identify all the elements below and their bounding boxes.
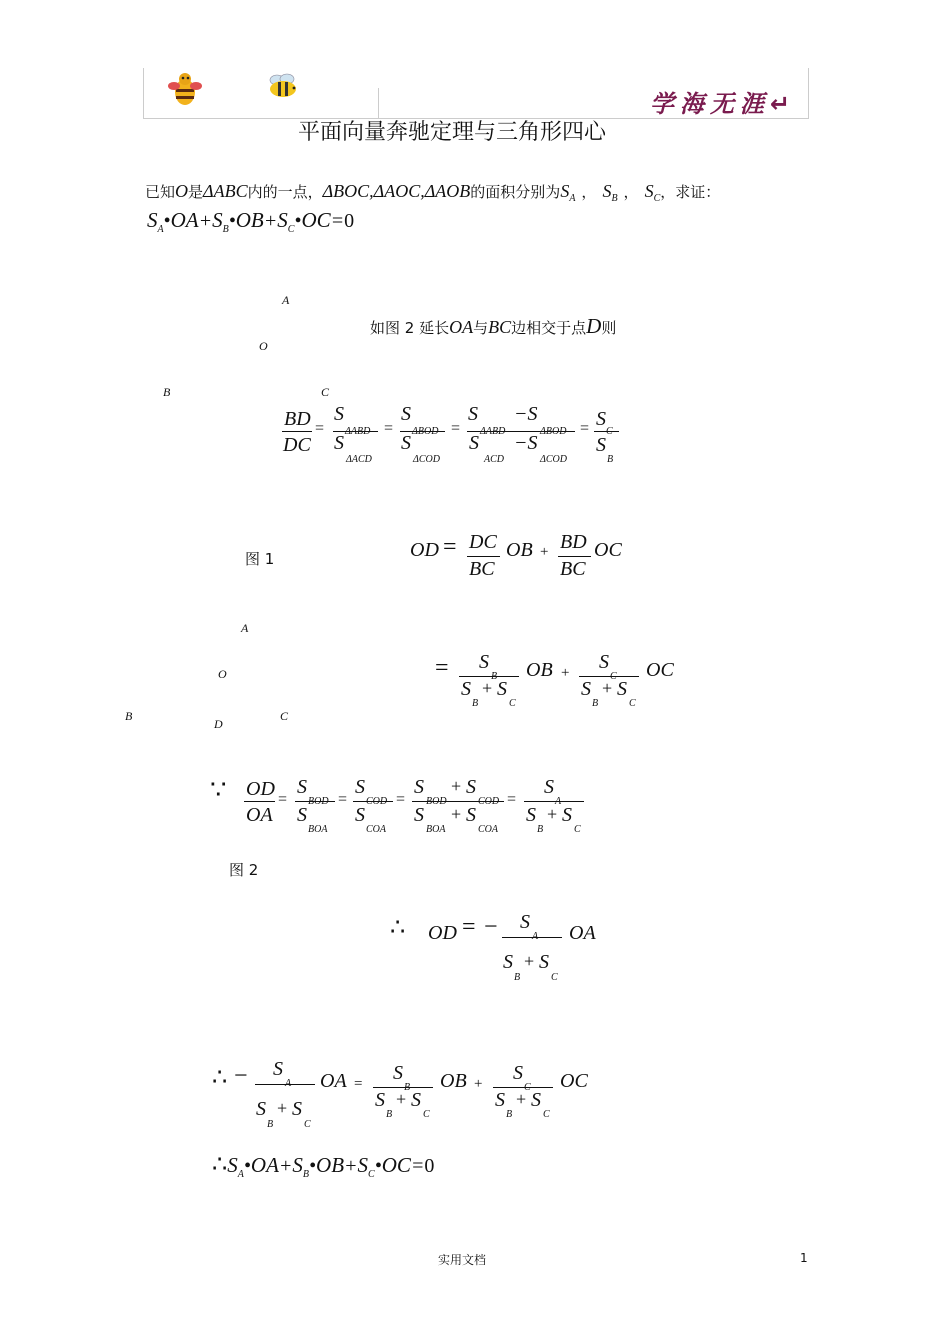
header-divider — [378, 88, 379, 118]
fig2-label-o: O — [218, 667, 227, 681]
math-token: 与 — [473, 319, 489, 337]
math-token: B — [302, 1169, 310, 1181]
fraction-bar — [255, 1084, 315, 1085]
math-token: ΔCOD — [540, 454, 567, 465]
math-token: − — [484, 914, 498, 940]
math-token: ， — [623, 183, 639, 201]
math-token: OA — [569, 922, 596, 944]
math-token: BC — [469, 558, 495, 580]
math-token: • — [374, 1155, 382, 1177]
problem-statement — [145, 181, 720, 204]
math-token: = — [278, 791, 288, 808]
math-token: 0 — [344, 210, 355, 232]
math-token: • — [243, 1155, 251, 1177]
math-token: B — [537, 824, 544, 835]
math-token: S — [497, 678, 507, 700]
math-token: = — [443, 534, 457, 560]
math-token: • — [309, 1155, 317, 1177]
math-token: OA — [449, 317, 474, 337]
math-token: 是 — [188, 183, 204, 201]
math-token: OA — [320, 1070, 347, 1092]
math-token: S — [466, 776, 476, 798]
math-token: S — [466, 804, 476, 826]
math-token: + — [451, 804, 462, 824]
math-token: ，求证： — [660, 183, 721, 201]
math-token: S — [277, 208, 288, 232]
fraction-bar — [459, 676, 519, 677]
math-token: S — [468, 403, 478, 425]
fraction-bar — [502, 937, 562, 938]
math-token: + — [198, 210, 213, 232]
math-token: OD — [410, 539, 439, 561]
math-token: S — [513, 1062, 523, 1084]
math-token: = — [338, 791, 348, 808]
math-token: + — [451, 776, 462, 796]
math-token: S — [256, 1098, 266, 1120]
math-token: = — [435, 655, 449, 681]
fig1-label-b: B — [163, 385, 171, 399]
math-token: OB — [316, 1153, 345, 1177]
fraction-bar — [594, 431, 619, 432]
math-token: B — [611, 193, 618, 204]
math-token: S — [297, 776, 307, 798]
math-token: S — [617, 678, 627, 700]
proof-intro — [370, 314, 616, 339]
math-token: S — [479, 651, 489, 673]
fraction-bar — [353, 801, 393, 802]
fig2-caption: 图 2 — [229, 861, 259, 879]
fraction-bar — [295, 801, 335, 802]
math-token: OD — [246, 778, 275, 800]
final-equation — [212, 1150, 434, 1180]
math-token: OD — [428, 922, 457, 944]
math-token: OB — [506, 539, 533, 561]
math-token: + — [263, 210, 278, 232]
math-token: S — [355, 776, 365, 798]
math-token: BD — [284, 408, 311, 430]
math-token: S — [147, 208, 158, 232]
math-token: + — [602, 678, 613, 698]
math-token: = — [384, 420, 394, 437]
goal-equation — [147, 208, 354, 235]
math-token: + — [474, 1076, 483, 1092]
math-token: ΔBOC,ΔAOC,ΔAOB — [322, 181, 471, 201]
math-token: BOA — [308, 824, 328, 835]
math-token: B — [222, 224, 229, 236]
math-token: S — [273, 1058, 283, 1080]
math-token: OB — [526, 659, 553, 681]
math-token: OC — [301, 208, 331, 232]
math-token: 的面积分别为 — [470, 183, 561, 201]
math-token: B — [386, 1109, 393, 1120]
math-token: + — [482, 678, 493, 698]
fig1-caption: 图 1 — [245, 550, 275, 568]
math-token: S — [544, 776, 554, 798]
math-token: S — [411, 1089, 421, 1111]
math-token: S — [334, 432, 344, 454]
math-token: S — [357, 1153, 369, 1177]
fraction-bar — [282, 431, 312, 432]
math-token: = — [580, 420, 590, 437]
fig1-label-o: O — [259, 339, 268, 353]
math-token: + — [277, 1098, 288, 1118]
fig2-label-c: C — [280, 709, 289, 723]
math-token: C — [629, 698, 636, 709]
math-token: S — [469, 432, 479, 454]
page-number: 1 — [800, 1251, 808, 1265]
math-token: O — [175, 181, 189, 201]
math-token: = — [330, 210, 345, 232]
math-token: ΔCOD — [413, 454, 440, 465]
bee-icon — [165, 70, 205, 110]
fraction-bar — [467, 556, 500, 557]
math-token: BC — [560, 558, 586, 580]
math-token: S — [393, 1062, 403, 1084]
fig2-label-b: B — [125, 709, 133, 723]
fig1-label-a: A — [282, 293, 290, 307]
math-token: S — [292, 1098, 302, 1120]
math-token: S — [644, 181, 654, 201]
math-token: 如图 2 延长 — [370, 319, 450, 337]
math-token: = — [315, 420, 325, 437]
math-token: DC — [283, 434, 311, 456]
math-token: −S — [514, 432, 538, 454]
math-token: B — [592, 698, 599, 709]
math-token: BD — [560, 531, 587, 553]
math-token: S — [596, 434, 606, 456]
math-token: C — [543, 1109, 550, 1120]
footer-label: 实用文档 — [438, 1253, 487, 1267]
math-token: + — [561, 665, 570, 681]
fraction-bar — [524, 801, 584, 802]
math-token: ∴ — [212, 1152, 228, 1178]
math-token: ΔACD — [346, 454, 372, 465]
math-token: DC — [469, 531, 497, 553]
math-token: • — [294, 210, 302, 232]
math-token: A — [237, 1169, 244, 1181]
bee-icon — [265, 72, 301, 100]
math-token: S — [560, 181, 570, 201]
math-token: = — [410, 1155, 425, 1177]
math-token: C — [368, 1169, 375, 1181]
math-token: − — [234, 1063, 248, 1089]
math-token: ∵ — [210, 775, 227, 804]
math-token: S — [414, 804, 424, 826]
math-token: + — [540, 544, 549, 560]
fig1-label-c: C — [321, 385, 330, 399]
fraction-bar — [558, 556, 591, 557]
math-token: S — [581, 678, 591, 700]
math-token: C — [551, 972, 558, 983]
math-token: • — [228, 210, 236, 232]
math-token: ΔABC — [203, 181, 248, 201]
math-token: S — [401, 403, 411, 425]
math-token: + — [524, 951, 535, 971]
math-token: = — [462, 914, 476, 940]
math-token: COA — [478, 824, 498, 835]
math-token: + — [516, 1089, 527, 1109]
math-token: B — [514, 972, 521, 983]
math-token: OC — [560, 1070, 588, 1092]
math-token: OB — [235, 208, 264, 232]
math-token: BOA — [426, 824, 446, 835]
math-token: 则 — [601, 319, 617, 337]
math-token: C — [287, 224, 295, 236]
fraction-bar — [579, 676, 639, 677]
math-token: ACD — [484, 454, 504, 465]
math-token: S — [375, 1089, 385, 1111]
math-token: S — [227, 1153, 238, 1177]
page-title: 平面向量奔驰定理与三角形四心 — [298, 120, 607, 145]
math-token: S — [297, 804, 307, 826]
math-token: 已知 — [145, 183, 176, 201]
math-token: OA — [170, 208, 199, 232]
math-token: S — [526, 804, 536, 826]
math-token: 边相交于点 — [511, 319, 587, 337]
math-token: OC — [646, 659, 674, 681]
math-token: S — [520, 911, 530, 933]
fraction-bar — [244, 801, 275, 802]
header-logo-text: 学海无涯↵ — [650, 90, 797, 118]
math-token: + — [278, 1155, 293, 1177]
math-token: S — [596, 408, 606, 430]
math-token: −S — [514, 403, 538, 425]
math-token: + — [344, 1155, 358, 1177]
math-token: S — [292, 1153, 303, 1177]
math-token: D — [586, 314, 602, 338]
math-token: B — [472, 698, 479, 709]
fraction-bar — [493, 1087, 553, 1088]
math-token: S — [401, 432, 411, 454]
math-token: B — [267, 1119, 274, 1130]
math-token: S — [334, 403, 344, 425]
math-token: S — [212, 208, 223, 232]
math-token: C — [423, 1109, 430, 1120]
math-token: OC — [381, 1153, 411, 1177]
math-token: C — [653, 193, 661, 204]
math-token: S — [562, 804, 572, 826]
math-token: S — [602, 181, 612, 201]
math-token: = — [451, 420, 461, 437]
math-token: • — [163, 210, 171, 232]
math-token: + — [547, 804, 558, 824]
math-token: BC — [488, 317, 512, 337]
fig2-label-d: D — [214, 717, 223, 731]
math-token: S — [355, 804, 365, 826]
fraction-bar — [373, 1087, 433, 1088]
math-token: C — [509, 698, 516, 709]
math-token: S — [599, 651, 609, 673]
math-token: = — [507, 791, 517, 808]
math-token: A — [569, 193, 576, 204]
math-token: S — [414, 776, 424, 798]
math-token: ∴ — [212, 1065, 228, 1091]
fig2-label-a: A — [241, 621, 249, 635]
math-token: S — [539, 951, 549, 973]
math-token: COA — [366, 824, 386, 835]
math-token: S — [503, 951, 513, 973]
math-token: S — [461, 678, 471, 700]
math-token: = — [396, 791, 406, 808]
math-token: OA — [250, 1153, 279, 1177]
math-token: OB — [440, 1070, 467, 1092]
math-token: B — [607, 454, 614, 465]
math-token: ∴ — [390, 915, 406, 941]
math-token: ， — [581, 183, 597, 201]
math-token: S — [495, 1089, 505, 1111]
math-token: C — [574, 824, 581, 835]
math-token: S — [531, 1089, 541, 1111]
math-token: A — [157, 224, 164, 236]
math-token: OC — [594, 539, 622, 561]
math-token: 内的一点， — [247, 183, 323, 201]
math-token: B — [506, 1109, 513, 1120]
fraction-bar — [412, 801, 504, 802]
math-token: C — [304, 1119, 311, 1130]
math-token: 0 — [424, 1155, 435, 1177]
math-token: = — [354, 1076, 363, 1092]
math-token: + — [396, 1089, 407, 1109]
math-token: OA — [246, 804, 273, 826]
